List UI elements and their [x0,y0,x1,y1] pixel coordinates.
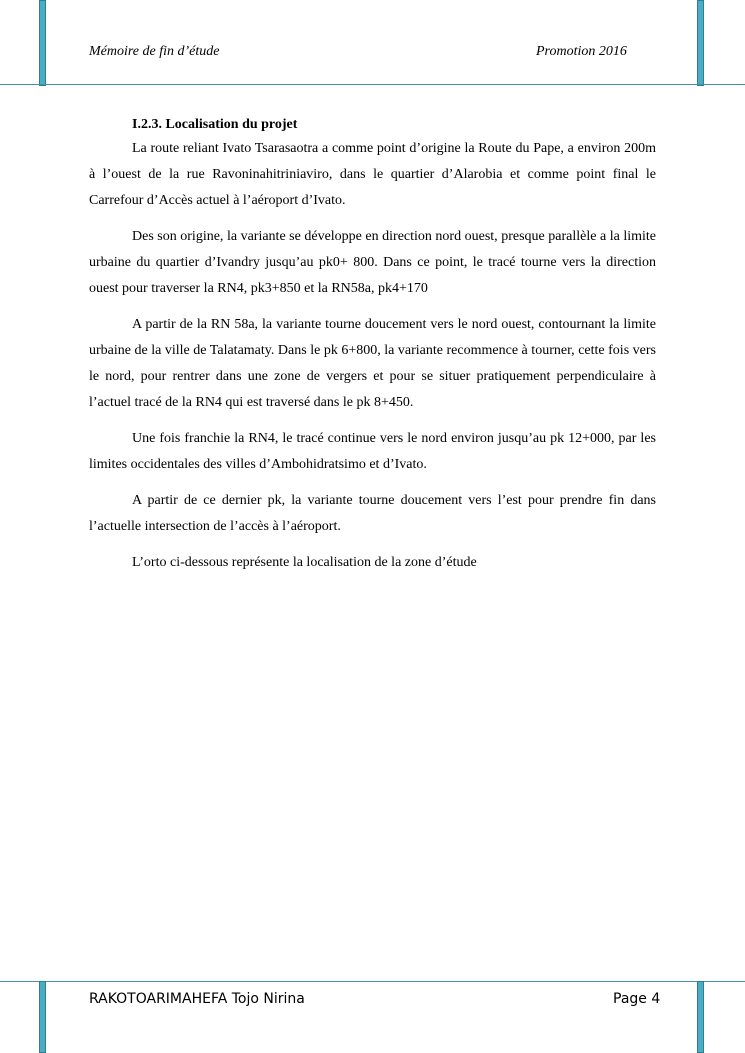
header-left-text: Mémoire de fin d’étude [89,44,220,59]
footer-left-bar [39,981,46,1053]
paragraph: Une fois franchie la RN4, le tracé continue vers le nord environ jusqu’au pk 12+000, par les limites occidentales des villes d’Ambohidratsimo et d’Ivato. [89,431,656,472]
header-right-bar [697,0,704,86]
section-title: I.2.3. Localisation du projet [132,117,298,132]
document-body [89,114,656,586]
footer-right-bar [697,981,704,1053]
paragraph: L’orto ci-dessous représente la localisation de la zone d’étude [132,555,477,570]
footer-rule [0,981,745,982]
footer-author: RAKOTOARIMAHEFA Tojo Nirina [89,991,305,1007]
paragraph: A partir de ce dernier pk, la variante tourne doucement vers l’est pour prendre fin dans l’actuelle intersection de l’accès à l’aéroport. [89,493,656,534]
paragraph: A partir de la RN 58a, la variante tourne doucement vers le nord ouest, contournant la limite urbaine de la ville de Talatamaty. Dans le pk 6+800, la variante recommence à tourner, cette fois vers le nord, pour rentrer dans une zone de vergers et pour se situer pratiquement perpendiculaire à l’actuel tracé de la RN4 qui est traversé dans le pk 8+450. [89,317,656,410]
page-number: Page 4 [613,991,661,1007]
paragraph: La route reliant Ivato Tsarasaotra a comme point d’origine la Route du Pape, a environ 200m à l’ouest de la rue Ravoninahitriniaviro, dans le quartier d’Alarobia et comme point final le Carrefour d’Accès actuel à l’aéroport d’Ivato. [89,141,656,208]
header-right-text: Promotion 2016 [536,44,627,59]
paragraph: Des son origine, la variante se développe en direction nord ouest, presque parallèle a la limite urbaine du quartier d’Ivandry jusqu’au pk0+ 800. Dans ce point, le tracé tourne vers la direction ouest pour traverser la RN4, pk3+850 et la RN58a, pk4+170 [89,229,656,296]
header-rule [0,84,745,85]
header-left-bar [39,0,46,86]
